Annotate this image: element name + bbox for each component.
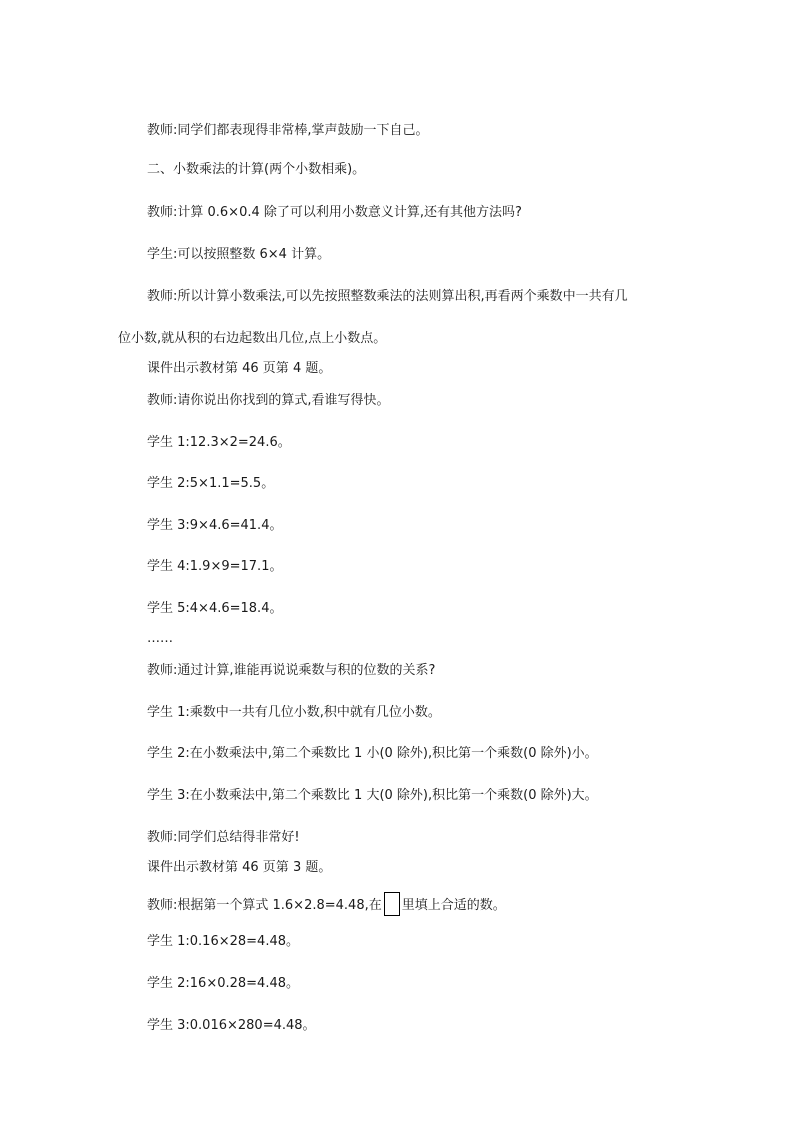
paragraph: 教师:所以计算小数乘法,可以先按照整数乘法的法则算出积,再看两个乘数中一共有几 [147, 289, 628, 304]
section-heading: 二、小数乘法的计算(两个小数相乘)。 [147, 162, 366, 177]
paragraph: 教师:请你说出你找到的算式,看谁写得快。 [147, 393, 390, 408]
paragraph: 课件出示教材第 46 页第 4 题。 [147, 361, 332, 376]
student-answer: 学生 1:乘数中一共有几位小数,积中就有几位小数。 [147, 705, 441, 720]
ellipsis: …… [147, 631, 173, 646]
student-answer: 学生 5:4×4.6=18.4。 [147, 601, 283, 616]
paragraph: 课件出示教材第 46 页第 3 题。 [147, 860, 332, 875]
blank-box [384, 892, 400, 916]
paragraph-continuation: 位小数,就从积的右边起数出几位,点上小数点。 [118, 331, 387, 346]
paragraph: 教师:计算 0.6×0.4 除了可以利用小数意义计算,还有其他方法吗? [147, 205, 522, 220]
student-answer: 学生 3:在小数乘法中,第二个乘数比 1 大(0 除外),积比第一个乘数(0 除外)大。 [147, 788, 598, 803]
box-line-before: 教师:根据第一个算式 1.6×2.8=4.48,在 [147, 898, 382, 913]
paragraph: 学生:可以按照整数 6×4 计算。 [147, 247, 331, 262]
student-answer: 学生 2:16×0.28=4.48。 [147, 976, 300, 991]
box-line-after: 里填上合适的数。 [401, 898, 506, 913]
student-answer: 学生 2:5×1.1=5.5。 [147, 476, 275, 491]
student-answer: 学生 1:0.16×28=4.48。 [147, 934, 300, 949]
paragraph: 教师:通过计算,谁能再说说乘数与积的位数的关系? [147, 663, 436, 678]
paragraph: 教师:同学们总结得非常好! [147, 830, 300, 845]
student-answer: 学生 3:0.016×280=4.48。 [147, 1018, 316, 1033]
paragraph-with-box [147, 892, 506, 916]
student-answer: 学生 4:1.9×9=17.1。 [147, 559, 283, 574]
paragraph: 教师:同学们都表现得非常棒,掌声鼓励一下自己。 [147, 123, 429, 138]
student-answer: 学生 3:9×4.6=41.4。 [147, 518, 283, 533]
student-answer: 学生 1:12.3×2=24.6。 [147, 435, 291, 450]
student-answer: 学生 2:在小数乘法中,第二个乘数比 1 小(0 除外),积比第一个乘数(0 除外)小。 [147, 746, 598, 761]
